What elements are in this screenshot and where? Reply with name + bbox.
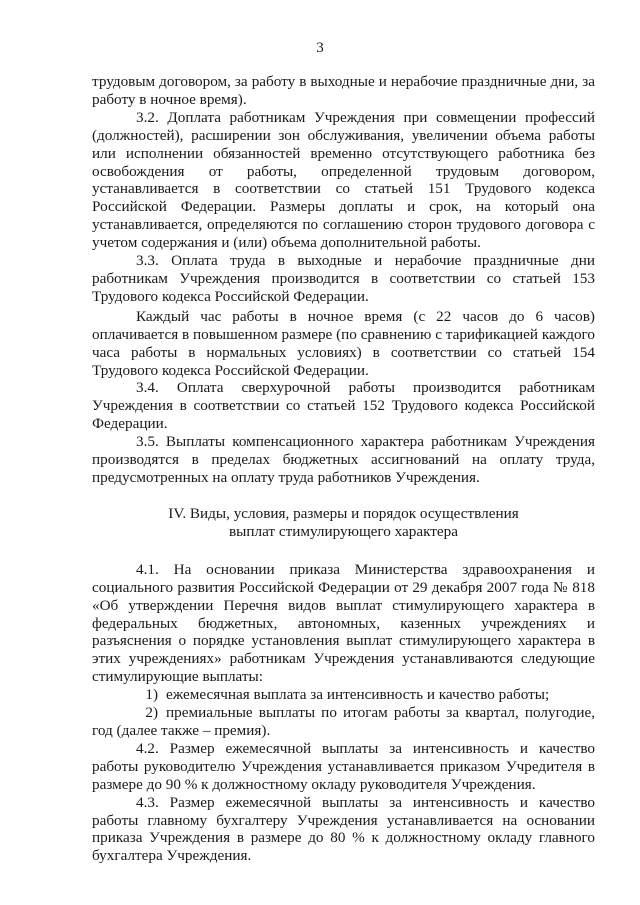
list-item-1 [92,686,595,704]
section-heading-line-2: выплат стимулирующего характера [229,522,458,540]
document-body [92,73,595,865]
paragraph-continuation: трудовым договором, за работу в выходные и нерабочие праздничные дни, за работу в ночное время). [92,73,595,108]
list-item-2-text: премиальные выплаты по итогам работы за квартал, полугодие, год (далее также – премия). [92,704,595,739]
list-item-1-number: 1) [145,686,158,704]
paragraph-4-1: 4.1. На основании приказа Министерства здравоохранения и социального развития Российской Федерации от 29 декабря 2007 года № 818 «Об утверждении Перечня видов выплат стимулирующего характера в федеральных бюджетных, автономных, казенных учреждениях и разъяснения о порядке установления выплат стимулирующего характера в этих учреждениях» работникам Учреждения устанавливаются следующие стимулирующие выплаты: [92,560,595,686]
list-item-2-number: 2) [145,704,158,722]
paragraph-4-3: 4.3. Размер ежемесячной выплаты за интенсивность и качество работы главному бухгалтеру Учреждения устанавливается на основании приказа Учреждения в размере до 80 % к должностному окладу главного бухгалтера Учреждения. [92,793,595,865]
list-item-2 [92,704,595,740]
page-number: 3 [316,40,324,56]
paragraph-4-2: 4.2. Размер ежемесячной выплаты за интенсивность и качество работы руководителю Учреждения устанавливается приказом Учредителя в размере до 90 % к должностному окладу руководителя Учреждения. [92,739,595,793]
paragraph-3-3: 3.3. Оплата труда в выходные и нерабочие праздничные дни работникам Учреждения производится в соответствии со статьей 153 Трудового кодекса Российской Федерации. [92,252,595,305]
list-item-1-text: ежемесячная выплата за интенсивность и качество работы; [166,686,550,704]
section-heading [92,505,595,541]
paragraph-3-2: 3.2. Доплата работникам Учреждения при совмещении профессий (должностей), расширении зон обслуживания, увеличении объема работы или исполнении обязанностей временно отсутствующего работника без освобождения от работы, определенной трудовым договором, устанавливается в соответствии со статьей 151 Трудового кодекса Российской Федерации. Размеры доплаты и срок, на который она устанавливается, определяются по соглашению сторон трудового договора с учетом содержания и (или) объема дополнительной работы. [92,108,595,252]
section-heading-line-1: IV. Виды, условия, размеры и порядок осуществления [168,504,519,522]
paragraph-night-work: Каждый час работы в ночное время (с 22 часов до 6 часов) оплачивается в повышенном размере (по сравнению с тарификацией каждого часа работы в нормальных условиях) в соответствии со статьей 154 Трудового кодекса Российской Федерации. [92,307,595,379]
paragraph-3-4: 3.4. Оплата сверхурочной работы производится работникам Учреждения в соответствии со статьей 152 Трудового кодекса Российской Федерации. [92,379,595,433]
paragraph-3-5: 3.5. Выплаты компенсационного характера работникам Учреждения производятся в пределах бюджетных ассигнований на оплату труда, предусмотренных на оплату труда работников Учреждения. [92,433,595,486]
